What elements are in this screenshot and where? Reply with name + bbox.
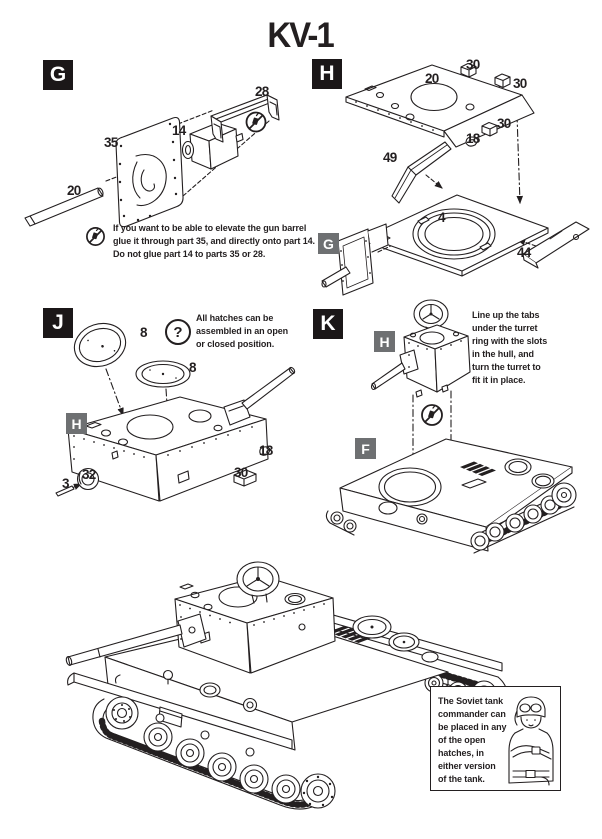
note-line: fit it in place. — [472, 375, 526, 385]
note-line: assembled in an open — [196, 326, 289, 336]
no-glue-icon — [247, 113, 266, 132]
note-line: The Soviet tank — [438, 696, 504, 706]
ref-label-g-in-h — [318, 233, 339, 254]
part-number-30b: 30 — [513, 76, 527, 91]
step-label-k — [313, 309, 343, 339]
part-number-4: 4 — [438, 210, 445, 225]
part-number-20: 20 — [67, 183, 81, 198]
note-line: commander can — [438, 709, 506, 719]
step-k-diagram — [310, 295, 602, 565]
note-line: under the turret — [472, 323, 538, 333]
part-number-20h: 20 — [425, 71, 439, 86]
part-hatch-8a — [69, 317, 131, 373]
part-number-30j: 30 — [234, 465, 248, 480]
part-hatch-8b — [136, 361, 190, 387]
step-label-g — [43, 60, 73, 90]
note-line: in the hull, and — [472, 349, 534, 359]
part-number-32: 32 — [82, 467, 96, 482]
ref-letter: G — [323, 235, 334, 252]
note-step-g — [113, 222, 315, 261]
note-line: Line up the tabs — [472, 310, 540, 320]
ref-letter: F — [361, 440, 370, 457]
part-number-18j: 18 — [259, 443, 273, 458]
part-number-35: 35 — [104, 135, 118, 150]
step-label-h — [312, 59, 342, 89]
ref-label-h-in-j — [66, 413, 87, 434]
part-turret-base-4 — [366, 195, 548, 276]
note-line: of the tank. — [438, 774, 485, 784]
question-glyph: ? — [173, 323, 183, 341]
part-number-18h: 18 — [466, 131, 480, 146]
part-number-14: 14 — [172, 123, 186, 138]
ref-letter: H — [71, 415, 82, 432]
ref-label-f-in-k — [355, 438, 376, 459]
part-bracket-28 — [211, 95, 279, 142]
step-letter-j: J — [52, 311, 64, 334]
subassembly-h-turret — [68, 366, 296, 501]
note-line: If you want to be able to elevate the gun barrel — [113, 223, 307, 233]
step-letter-g: G — [49, 63, 67, 86]
note-step-j — [196, 312, 288, 351]
part-periscope-30b — [495, 74, 510, 88]
note-line: hatches, in — [438, 748, 484, 758]
ref-label-h-in-k — [374, 331, 395, 352]
no-glue-icon-k — [422, 405, 442, 425]
commander-note-box — [430, 686, 561, 791]
part-number-8a: 8 — [140, 325, 147, 340]
part-barrel-20 — [25, 187, 104, 226]
ref-letter: H — [379, 333, 390, 350]
part-number-30c: 30 — [497, 116, 511, 131]
part-number-3: 3 — [62, 476, 69, 491]
step-label-j — [43, 308, 73, 338]
note-line: All hatches can be — [196, 313, 274, 323]
note-line: glue it through part 35, and directly onto part 14. — [113, 236, 315, 246]
part-periscope-30c — [482, 123, 497, 137]
part-left-armour-49 — [392, 142, 451, 203]
step-letter-h: H — [319, 62, 335, 85]
note-commander — [438, 695, 506, 786]
note-line: Do not glue part 14 to parts 35 or 28. — [113, 249, 266, 259]
note-line: turn the turret to — [472, 362, 541, 372]
note-line: ring with the slots — [472, 336, 548, 346]
commander-figure-illustration — [505, 693, 557, 788]
step-letter-k: K — [320, 312, 336, 335]
part-number-8b: 8 — [189, 360, 196, 375]
note-line: either version — [438, 761, 496, 771]
note-line: of the open — [438, 735, 486, 745]
note-line: or closed position. — [196, 339, 275, 349]
note-line: be placed in any — [438, 722, 507, 732]
step-h-diagram — [310, 55, 602, 300]
part-number-44: 44 — [517, 245, 531, 260]
part-number-49: 49 — [383, 150, 397, 165]
part-number-30a: 30 — [466, 57, 480, 72]
part-number-28: 28 — [255, 84, 269, 99]
page-title: KV-1 — [267, 14, 333, 55]
no-glue-icon-note — [85, 226, 106, 247]
note-step-k — [472, 309, 547, 387]
question-icon — [165, 319, 191, 345]
